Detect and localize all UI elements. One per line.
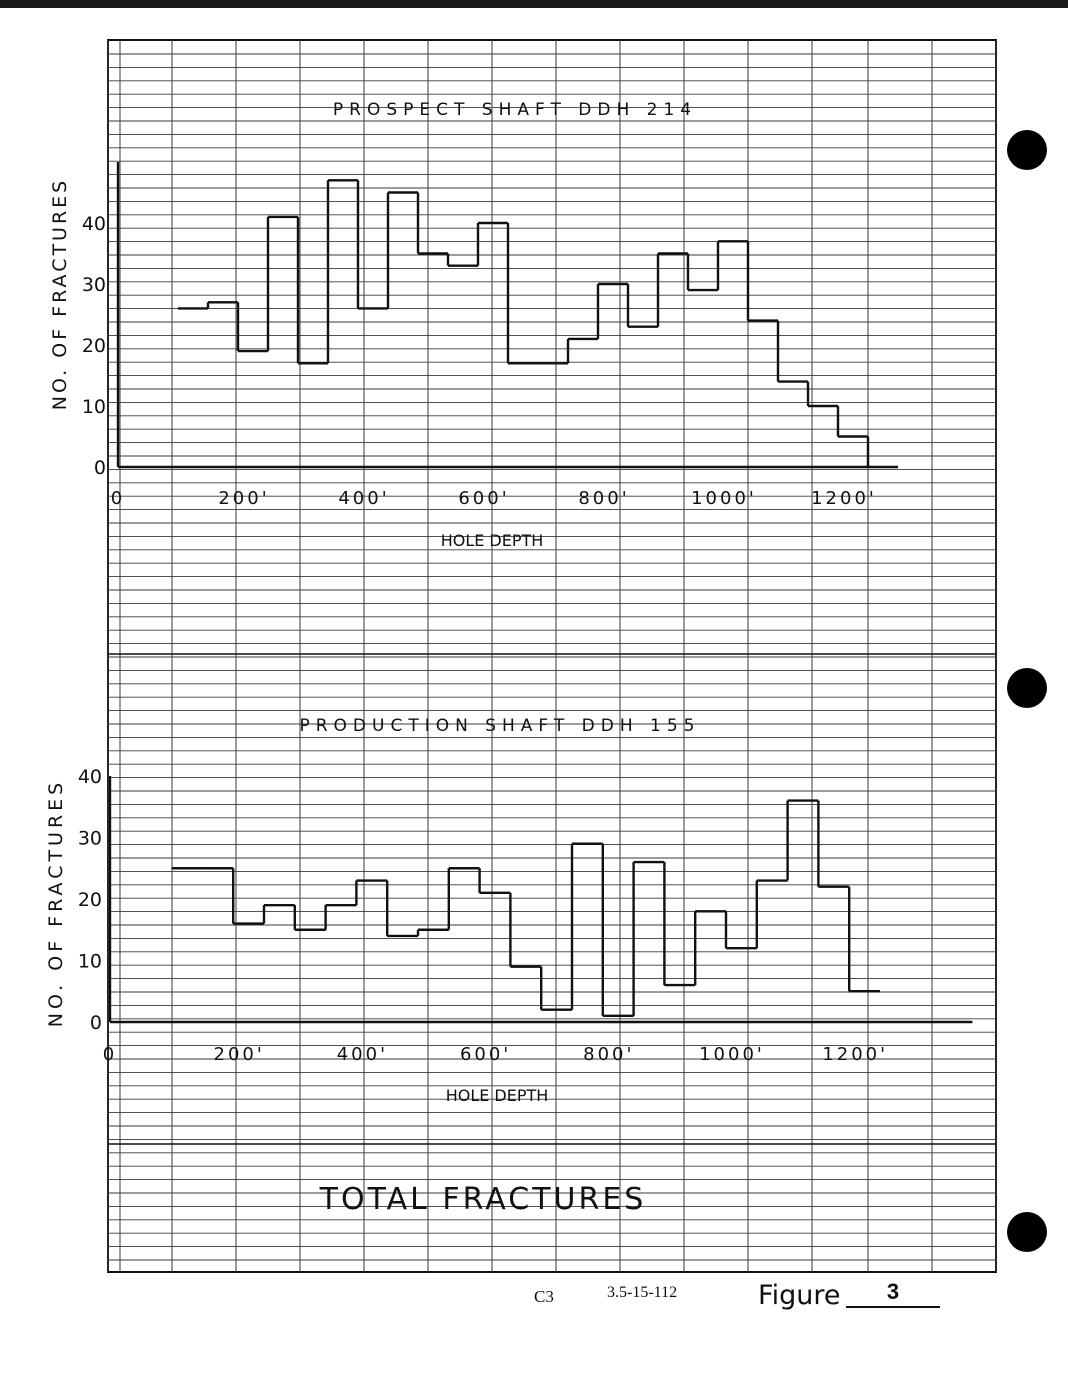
x-tick-label: 400' (336, 1044, 389, 1065)
y-tick-label: 30 (81, 274, 106, 296)
x-tick-label: 600' (459, 1044, 512, 1065)
y-axis-label: NO. OF FRACTURES (45, 778, 67, 1028)
x-tick-labels (111, 488, 877, 509)
y-axis-label: NO. OF FRACTURES (49, 177, 71, 411)
x-tick-label: 200' (218, 488, 270, 509)
histogram-steps (118, 162, 898, 467)
x-tick-label: 1200' (811, 488, 877, 509)
chart-production-shaft (45, 716, 972, 1105)
figure-label: Figure (758, 1280, 841, 1311)
section-title: TOTAL FRACTURES (319, 1182, 647, 1217)
y-tick-label: 10 (81, 396, 106, 418)
binder-hole (1007, 130, 1047, 170)
binder-hole (1007, 1212, 1047, 1252)
y-tick-label: 0 (89, 1012, 102, 1034)
figure-number: 3 (846, 1279, 940, 1308)
x-tick-label: 200' (213, 1044, 265, 1065)
y-tick-labels (82, 213, 106, 479)
chart-title: PROSPECT SHAFT DDH 214 (332, 100, 698, 120)
y-tick-label: 0 (93, 457, 106, 479)
x-tick-label: 800' (583, 1044, 635, 1065)
x-axis-label: HOLE DEPTH (440, 531, 544, 550)
x-tick-label: 0 (102, 1044, 118, 1065)
x-tick-labels (103, 1044, 888, 1065)
x-tick-label: 1000' (699, 1044, 765, 1065)
x-tick-label: 600' (458, 488, 510, 509)
y-tick-labels (78, 766, 102, 1034)
x-tick-label: 1000' (691, 488, 757, 509)
document-code: C3 (534, 1287, 554, 1306)
binder-hole (1007, 668, 1047, 708)
y-tick-label: 40 (81, 213, 106, 235)
paper-border (108, 40, 996, 1272)
grid-lines (108, 40, 996, 1272)
y-tick-label: 40 (77, 766, 102, 788)
y-tick-label: 20 (77, 889, 102, 911)
x-tick-label: 800' (578, 488, 630, 509)
histogram-steps (110, 776, 972, 1022)
y-tick-label: 20 (81, 335, 106, 357)
document-number: 3.5-15-112 (607, 1284, 678, 1301)
y-tick-label: 30 (77, 827, 102, 850)
x-tick-label: 0 (110, 488, 126, 509)
x-tick-label: 400' (338, 488, 390, 509)
y-tick-label: 10 (77, 950, 102, 973)
chart-title: PRODUCTION SHAFT DDH 155 (299, 716, 701, 736)
x-axis-label: HOLE DEPTH (445, 1086, 549, 1105)
x-tick-label: 1200' (822, 1044, 889, 1065)
